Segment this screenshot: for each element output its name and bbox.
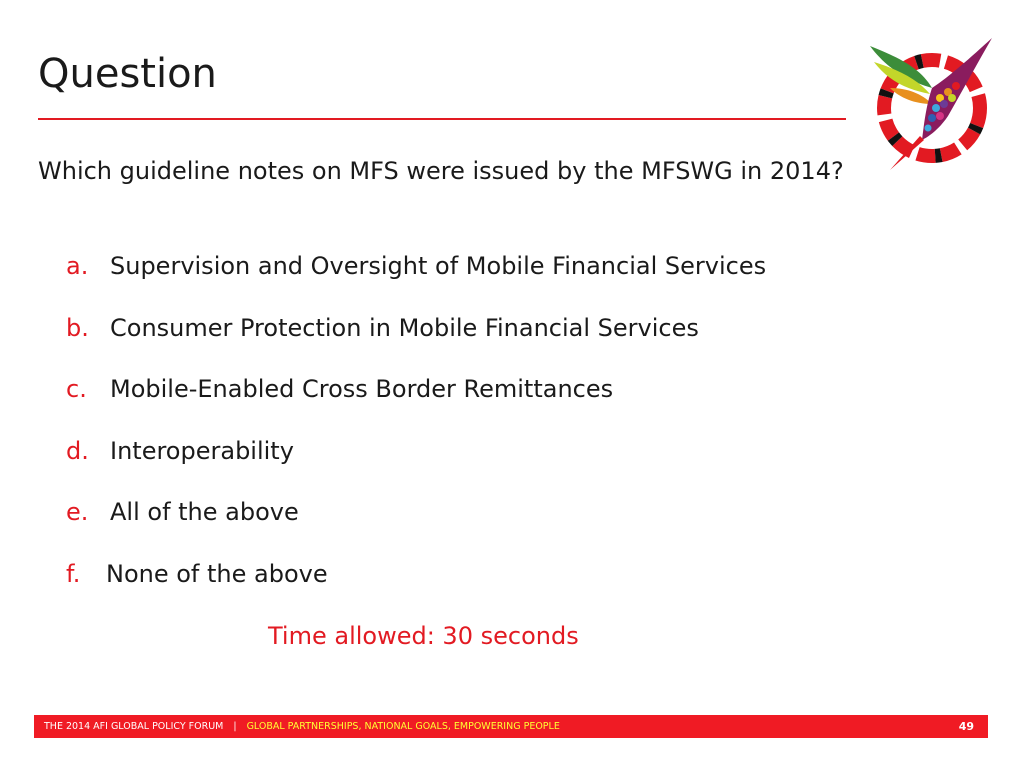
option-letter: b. [66, 313, 89, 342]
option-letter: f. [66, 559, 81, 588]
footer-slogan: GLOBAL PARTNERSHIPS, NATIONAL GOALS, EMPOWERING PEOPLE [246, 721, 560, 732]
option-text: Consumer Protection in Mobile Financial Services [110, 313, 699, 342]
option-text: Interoperability [110, 436, 294, 465]
option-a [66, 252, 766, 314]
option-f [66, 560, 766, 622]
slide-title: Question [38, 51, 217, 97]
option-b [66, 314, 766, 376]
question-text: Which guideline notes on MFS were issued by the MFSWG in 2014? [38, 157, 844, 185]
option-e [66, 498, 766, 560]
footer-separator: | [233, 721, 237, 732]
option-c [66, 375, 766, 437]
option-text: Mobile-Enabled Cross Border Remittances [110, 375, 614, 403]
page-number: 49 [958, 720, 974, 733]
option-letter: c. [66, 375, 87, 403]
option-d [66, 437, 766, 499]
time-allowed: Time allowed: 30 seconds [268, 622, 579, 650]
option-text: Supervision and Oversight of Mobile Financial Services [110, 252, 767, 280]
option-letter: d. [66, 436, 89, 465]
option-letter: a. [66, 252, 89, 280]
hummingbird-logo-icon [860, 28, 1000, 178]
option-text: All of the above [110, 498, 299, 526]
answer-options [66, 252, 766, 621]
option-letter: e. [66, 498, 89, 526]
option-text: None of the above [106, 559, 328, 588]
footer-bar [34, 715, 988, 738]
title-divider [38, 118, 846, 120]
footer-conference: THE 2014 AFI GLOBAL POLICY FORUM [44, 721, 224, 732]
